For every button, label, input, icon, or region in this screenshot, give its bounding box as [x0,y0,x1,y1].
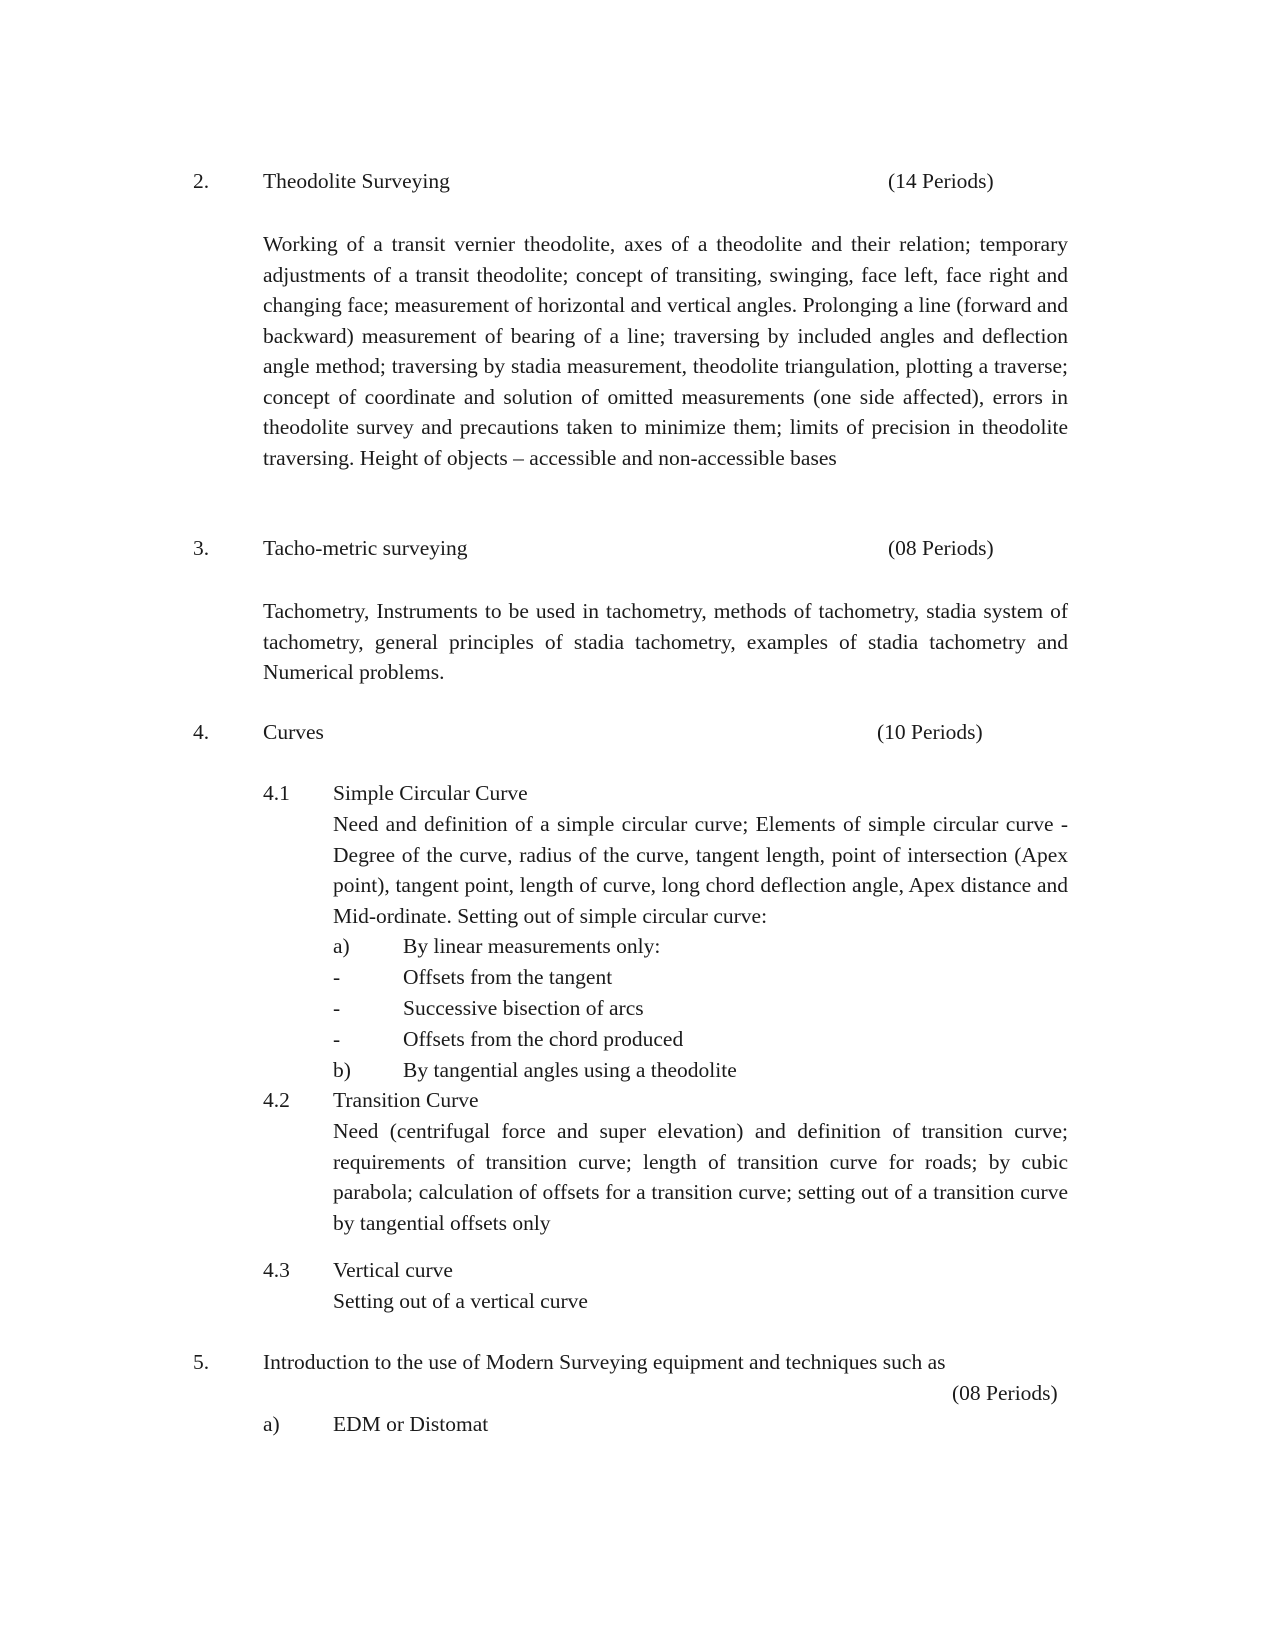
subsection-title: Transition Curve [333,1088,479,1112]
list-item: By linear measurements only: [403,934,661,958]
subsection-number: 4.1 [263,781,290,805]
section-title: Introduction to the use of Modern Surveying equipment and techniques such as [263,1350,946,1374]
subsection-number: 4.3 [263,1258,290,1282]
list-item-marker: b) [333,1058,351,1082]
subsection-title: Vertical curve [333,1258,453,1282]
list-item-marker: - [333,965,341,989]
section-title: Curves [263,720,324,744]
subsection-body: Setting out of a vertical curve [333,1289,588,1313]
list-item: By tangential angles using a theodolite [403,1058,737,1082]
section-body: Working of a transit vernier theodolite, axes of a theodolite and their relation; temporary adjustments of a transit theodolite; concept of transiting, swinging, face left, face right and changing face; measurement of horizontal and vertical angles. Prolonging a line (forward and backward) measurement of bearing of a line; traversing by included angles and deflection angle method; traversing by stadia measurement, theodolite triangulation, plotting a traverse; concept of coordinate and solution of omitted measurements (one side affected), errors in theodolite survey and precautions taken to minimize them; limits of precision in theodolite traversing. Height of objects – accessible and non-accessible bases [263,232,1068,470]
section-periods: (14 Periods) [888,169,994,193]
section-title: Tacho-metric surveying [263,536,468,560]
section-periods: (08 Periods) [888,536,994,560]
section-body: Tachometry, Instruments to be used in tachometry, methods of tachometry, stadia system of tachometry, general principles of stadia tachometry, examples of stadia tachometry and Numerical problems. [263,599,1068,684]
section-number: 4. [193,720,210,744]
subsection-body: Need (centrifugal force and super elevation) and definition of transition curve; requirements of transition curve; length of transition curve for roads; by cubic parabola; calculation of offsets for a transition curve; setting out of a transition curve by tangential offsets only [333,1119,1068,1235]
subsection-body: Need and definition of a simple circular curve; Elements of simple circular curve - Degree of the curve, radius of the curve, tangent length, point of intersection (Apex point), tangent point, length of curve, long chord deflection angle, Apex distance and Mid-ordinate. Setting out of simple circular curve: [333,812,1068,928]
section-title: Theodolite Surveying [263,169,450,193]
list-item-marker: a) [263,1412,280,1436]
section-number: 5. [193,1350,210,1374]
section-periods: (10 Periods) [877,720,983,744]
section-number: 2. [193,169,210,193]
list-item-marker: - [333,1027,341,1051]
section-number: 3. [193,536,210,560]
list-item: Successive bisection of arcs [403,996,644,1020]
list-item: Offsets from the chord produced [403,1027,684,1051]
list-item: Offsets from the tangent [403,965,613,989]
list-item-marker: a) [333,934,350,958]
subsection-number: 4.2 [263,1088,290,1112]
list-item: EDM or Distomat [333,1412,489,1436]
subsection-title: Simple Circular Curve [333,781,528,805]
section-periods: (08 Periods) [952,1381,1058,1405]
list-item-marker: - [333,996,341,1020]
